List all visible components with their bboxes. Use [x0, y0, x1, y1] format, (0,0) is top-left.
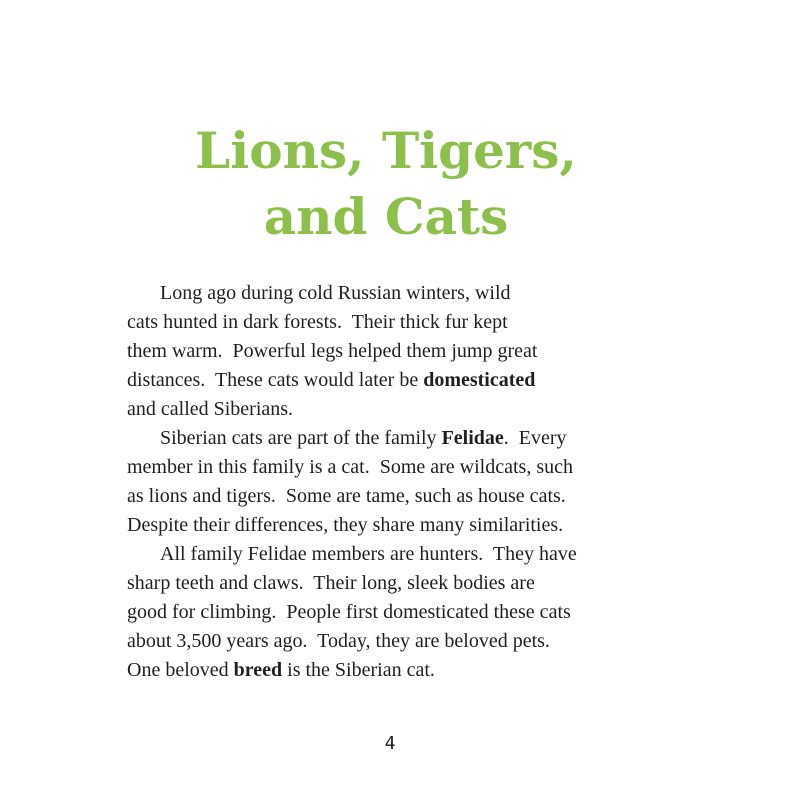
body-text — [127, 279, 687, 685]
paragraph-2-line-3 — [127, 482, 687, 511]
text-run: them warm. Powerful legs helped them jump great — [127, 340, 538, 362]
paragraph-3-line-3 — [127, 598, 687, 627]
title-line-1: Lions, Tigers, — [195, 121, 577, 180]
text-run: Siberian cats are part of the family — [160, 427, 442, 449]
paragraph-3-line-4 — [127, 627, 687, 656]
paragraph-1-line-1 — [127, 279, 687, 308]
paragraph-1-line-4 — [127, 366, 687, 395]
text-run: Long ago during cold Russian winters, wild — [160, 282, 511, 304]
page-title — [0, 118, 772, 250]
page-number: 4 — [384, 733, 396, 754]
text-run: cats hunted in dark forests. Their thick fur kept — [127, 311, 508, 333]
paragraph-3-line-1 — [127, 540, 687, 569]
text-run: All family Felidae members are hunters. They have — [160, 543, 577, 565]
text-run: as lions and tigers. Some are tame, such as house cats. — [127, 485, 566, 507]
text-run: One beloved — [127, 659, 234, 681]
text-run: Despite their differences, they share many similarities. — [127, 514, 564, 536]
paragraph-1-line-5 — [127, 395, 687, 424]
glossary-term-domesticated: domesticated — [423, 369, 536, 391]
paragraph-3-line-5 — [127, 656, 687, 685]
paragraph-1-line-3 — [127, 337, 687, 366]
text-run: . Every — [503, 427, 567, 449]
paragraph-2-line-1 — [127, 424, 687, 453]
text-run: member in this family is a cat. Some are wildcats, such — [127, 456, 573, 478]
text-run: is the Siberian cat. — [282, 659, 435, 681]
title-line-2: and Cats — [263, 187, 509, 246]
text-run: distances. These cats would later be — [127, 369, 424, 391]
text-run: good for climbing. People first domesticated these cats — [127, 601, 571, 623]
text-run: about 3,500 years ago. Today, they are beloved pets. — [127, 630, 550, 652]
paragraph-3-line-2 — [127, 569, 687, 598]
text-run: and called Siberians. — [127, 398, 294, 420]
paragraph-1-line-2 — [127, 308, 687, 337]
glossary-term-breed: breed — [233, 659, 283, 681]
paragraph-2-line-4 — [127, 511, 687, 540]
text-run: sharp teeth and claws. Their long, sleek bodies are — [127, 572, 535, 594]
paragraph-2-line-2 — [127, 453, 687, 482]
glossary-term-felidae: Felidae — [441, 427, 504, 449]
